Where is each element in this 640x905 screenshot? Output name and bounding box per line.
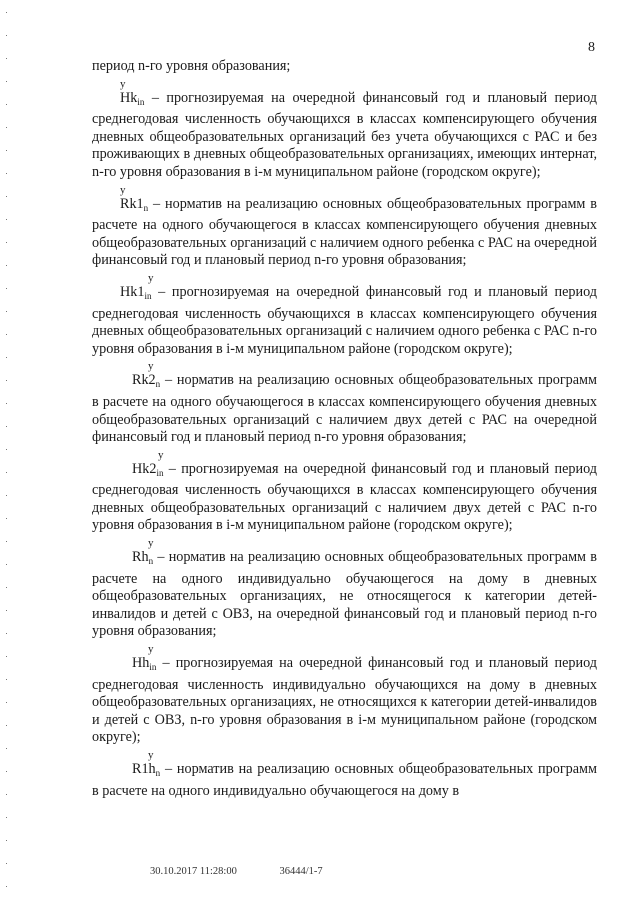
margin-dot [6, 771, 7, 772]
definition-text: – норматив на реализацию основных общеобразовательных программ в расчете на одного индивидуально обучающегося на дому в [92, 761, 597, 799]
definition-paragraph [92, 284, 597, 358]
definition-text: – прогнозируемая на очередной финансовый год и плановый период среднегодовая численность обучающихся в классах компенсирующего обучения дневных общеобразовательных организаций без учета обучающихся с РАС и без проживающих в дневных общеобразовательных организациях, имеющих интернат, n-го уровня образования в i-м муниципальном районе (городском округе); [92, 89, 597, 180]
symbol-subscript: in [149, 662, 157, 673]
margin-dot [6, 725, 7, 726]
definition-text: – прогнозируемая на очередной финансовый год и плановый период среднегодовая численность обучающихся в классах компенсирующего обучения дневных общеобразовательных организаций с наличием одного ребенка с РАС n-го уровня образования в i-м муниципальном районе (городском округе); [92, 283, 597, 357]
margin-dot [6, 242, 7, 243]
document-body [92, 58, 597, 800]
margin-dot [6, 817, 7, 818]
definition-text: – норматив на реализацию основных общеобразовательных программ в расчете на одного обучающегося в классах компенсирующего обучения дневных общеобразовательных организаций с наличием двух детей с РАС на очередной финансовый год и плановый период n-го уровня образования; [92, 372, 597, 446]
margin-dot [6, 702, 7, 703]
superscript-mark: у [148, 360, 154, 373]
footer-timestamp: 30.10.2017 11:28:00 [150, 866, 237, 877]
definition-text: – прогнозируемая на очередной финансовый год и плановый период среднегодовая численность индивидуально обучающихся на дому в дневных общеобразовательных организациях, не относящихся к категории детей-инвалидов и детей с ОВЗ, n-го уровня образования в i-м муниципальном районе (городском округе); [92, 655, 597, 746]
margin-dot [6, 426, 7, 427]
margin-dot [6, 58, 7, 59]
symbol-subscript: n [155, 768, 161, 778]
symbol-base: Hh [132, 655, 150, 672]
symbol-subscript: in [156, 467, 164, 478]
margin-dot [6, 219, 7, 220]
margin-dot [6, 518, 7, 519]
symbol-base: Hk2 [132, 460, 157, 477]
symbol-base: Rh [132, 549, 149, 566]
margin-dot [6, 334, 7, 335]
margin-dot [6, 886, 7, 887]
definition-paragraph [92, 90, 597, 182]
definition-text: – норматив на реализацию основных общеобразовательных программ в расчете на одного обучающегося в классах компенсирующего обучения дневных общеобразовательных организаций с наличием одного ребенка с РАС на очередной финансовый год и плановый период n-го уровня образования; [92, 195, 597, 269]
superscript-mark: у [120, 183, 126, 196]
variable-symbol [120, 284, 151, 300]
definition-item [92, 749, 597, 800]
superscript-mark: у [120, 77, 126, 90]
margin-dot [6, 150, 7, 151]
symbol-subscript: in [144, 290, 152, 301]
definition-item [92, 184, 597, 270]
definitions-list [92, 78, 597, 801]
margin-dot [6, 196, 7, 197]
margin-dot [6, 679, 7, 680]
margin-dot [6, 564, 7, 565]
margin-dot [6, 173, 7, 174]
definition-paragraph [92, 461, 597, 535]
definition-item [92, 449, 597, 535]
symbol-subscript: n [155, 379, 161, 390]
superscript-mark: у [158, 448, 164, 461]
margin-dot [6, 380, 7, 381]
margin-dot [6, 633, 7, 634]
symbol-subscript: in [137, 96, 145, 107]
variable-symbol [132, 761, 160, 777]
margin-dot [6, 311, 7, 312]
variable-symbol [132, 655, 156, 671]
symbol-base: Hk [120, 89, 138, 106]
definition-paragraph [92, 372, 597, 446]
variable-symbol [132, 461, 163, 477]
footer-doc-id: 36444/1-7 [279, 866, 323, 877]
symbol-base: R1h [132, 761, 156, 777]
margin-dot [6, 794, 7, 795]
margin-dot [6, 357, 7, 358]
footer [150, 866, 363, 877]
variable-symbol [132, 372, 160, 388]
margin-dot [6, 610, 7, 611]
page-number: 8 [588, 40, 595, 55]
symbol-base: Hk1 [120, 283, 145, 300]
margin-dot [6, 748, 7, 749]
definition-paragraph [92, 549, 597, 641]
margin-dot [6, 472, 7, 473]
margin-dot [6, 403, 7, 404]
definition-text: – норматив на реализацию основных общеобразовательных программ в расчете на одного индивидуально обучающегося на дому в дневных общеобразовательных организациях, не относящегося к категории детей-инвалидов и детей с ОВЗ, на очередной финансовый год и плановый период n-го уровня образования; [92, 549, 597, 640]
variable-symbol [120, 90, 144, 106]
margin-dot [6, 587, 7, 588]
symbol-subscript: n [148, 556, 154, 567]
superscript-mark: у [148, 271, 154, 284]
superscript-mark: у [148, 537, 154, 550]
variable-symbol [132, 549, 153, 565]
definition-paragraph [92, 761, 597, 800]
definition-item [92, 360, 597, 446]
margin-dot [6, 863, 7, 864]
margin-dot [6, 541, 7, 542]
symbol-base: Rk1 [120, 195, 144, 212]
definition-item [92, 272, 597, 358]
margin-dot [6, 656, 7, 657]
margin-dot [6, 81, 7, 82]
definition-paragraph [92, 655, 597, 747]
definition-paragraph [92, 196, 597, 270]
superscript-mark: у [148, 643, 154, 656]
margin-dot [6, 12, 7, 13]
margin-dot [6, 840, 7, 841]
definition-item [92, 643, 597, 747]
variable-symbol [120, 196, 148, 212]
scan-margin-marks [6, 0, 8, 905]
symbol-base: Rk2 [132, 372, 156, 389]
superscript-mark: у [148, 749, 154, 761]
margin-dot [6, 127, 7, 128]
symbol-subscript: n [143, 202, 149, 213]
definition-item [92, 537, 597, 641]
margin-dot [6, 104, 7, 105]
continued-line: период n-го уровня образования; [92, 58, 291, 74]
margin-dot [6, 265, 7, 266]
margin-dot [6, 495, 7, 496]
definition-text: – прогнозируемая на очередной финансовый год и плановый период среднегодовая численность обучающихся в классах компенсирующего обучения дневных общеобразовательных организаций с наличием двух детей с РАС n-го уровня образования в i-м муниципальном районе (городском округе); [92, 460, 597, 534]
margin-dot [6, 35, 7, 36]
margin-dot [6, 288, 7, 289]
margin-dot [6, 449, 7, 450]
definition-item [92, 78, 597, 182]
